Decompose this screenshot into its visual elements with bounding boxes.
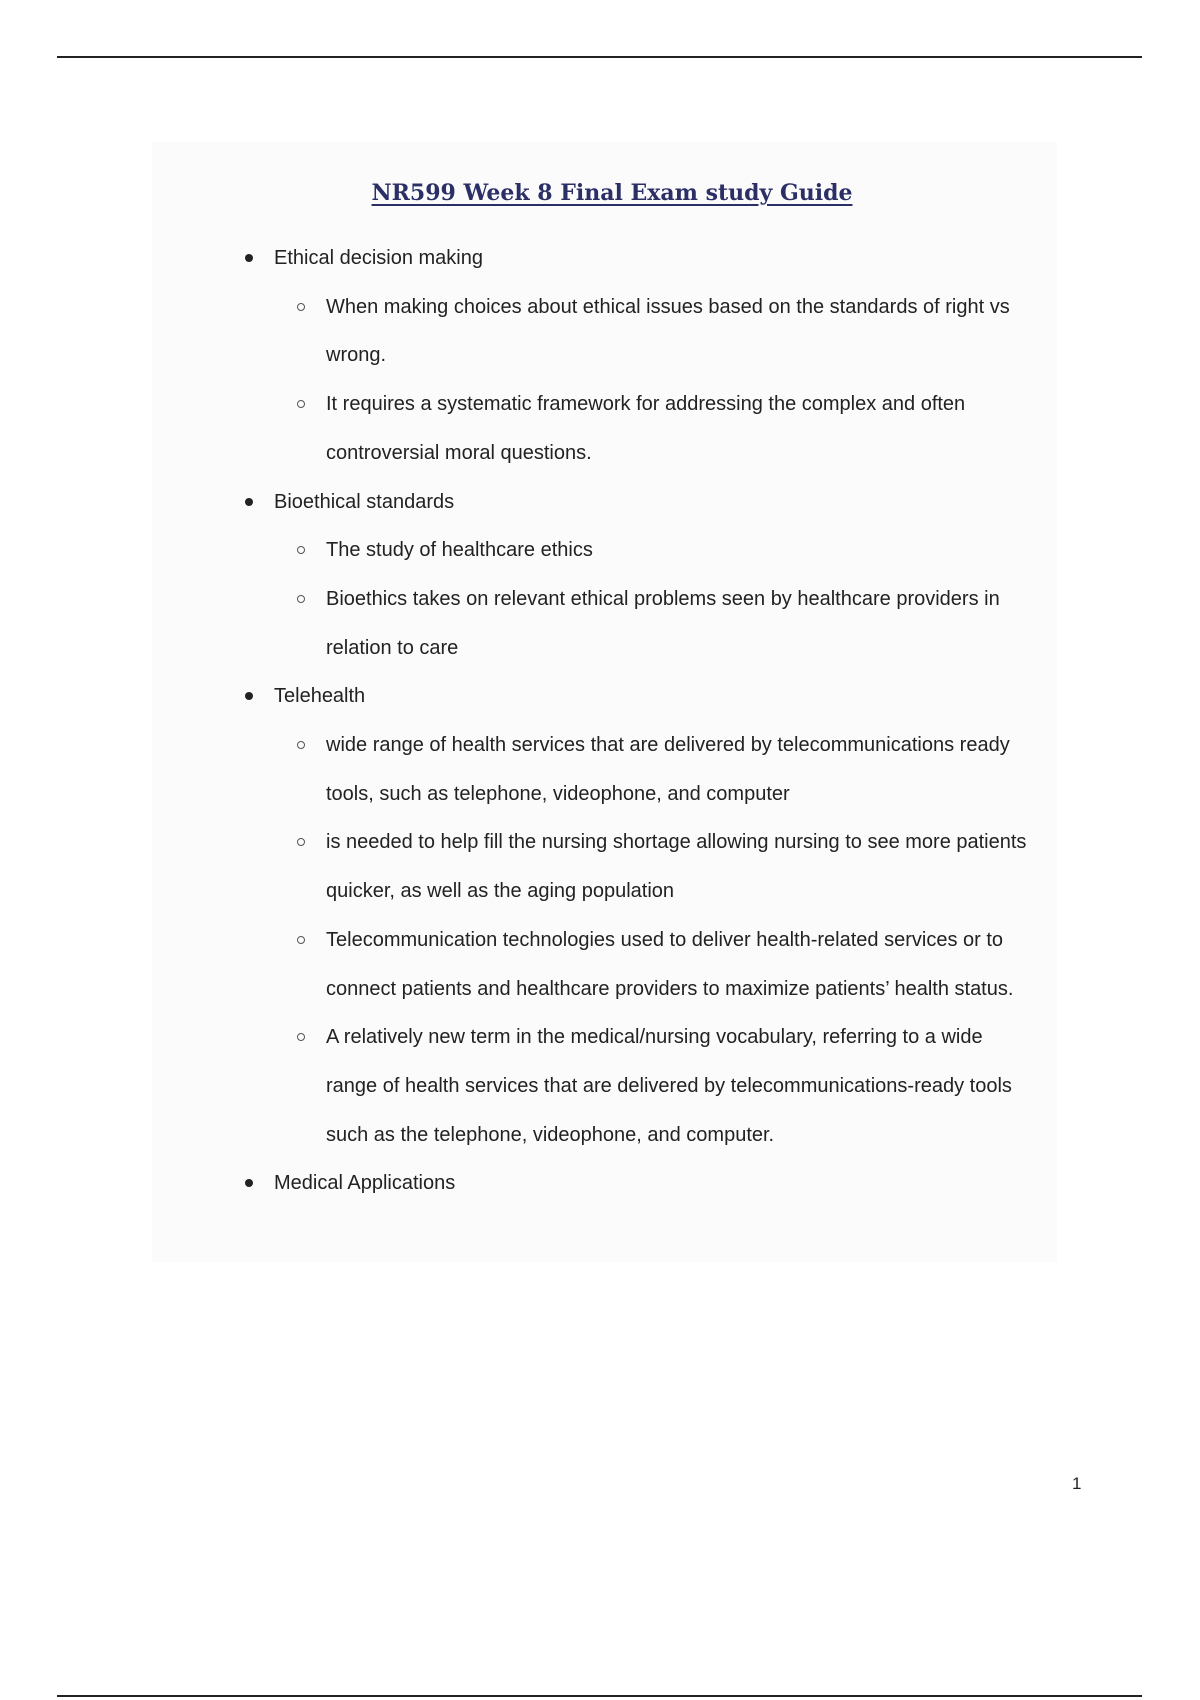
sub-item-text: It requires a systematic framework for addressing the complex and often controversial moral questions. xyxy=(326,393,966,464)
sub-item xyxy=(274,526,1030,575)
outline-heading: Telehealth xyxy=(274,685,366,708)
sub-item xyxy=(274,721,1030,818)
outline-heading: Bioethical standards xyxy=(274,490,455,513)
circle-bullet-icon xyxy=(297,546,305,554)
page-number: 1 xyxy=(1072,1474,1082,1493)
circle-bullet-icon xyxy=(297,741,305,749)
sub-item-text: is needed to help fill the nursing shortage allowing nursing to see more patients quicker, as well as the aging population xyxy=(326,831,1027,903)
sub-item-text: Telecommunication technologies used to deliver health-related services or to connect patients and healthcare providers to maximize patients’ health status. xyxy=(326,928,1014,1000)
outline-item xyxy=(240,672,1030,1159)
bullet-icon xyxy=(245,498,253,506)
circle-bullet-icon xyxy=(297,303,305,311)
sub-list xyxy=(274,721,1030,1159)
sub-item-text: When making choices about ethical issues based on the standards of right vs wrong. xyxy=(326,295,1010,367)
circle-bullet-icon xyxy=(297,400,305,408)
bottom-divider xyxy=(57,1695,1142,1697)
sub-item xyxy=(274,1013,1030,1159)
outline-item xyxy=(240,478,1030,673)
circle-bullet-icon xyxy=(297,1033,305,1041)
outline-item xyxy=(240,1159,1030,1208)
outline-heading: Medical Applications xyxy=(274,1172,456,1195)
sub-item-text: wide range of health services that are delivered by telecommunications ready tools, such as telephone, videophone, and computer xyxy=(326,734,1010,805)
circle-bullet-icon xyxy=(297,595,305,603)
sub-item-text: A relatively new term in the medical/nursing vocabulary, referring to a wide range of health services that are delivered by telecommunications-ready tools such as the telephone, videophone, and computer. xyxy=(326,1026,1012,1146)
sub-item xyxy=(274,818,1030,915)
top-divider xyxy=(57,56,1142,58)
document-title: NR599 Week 8 Final Exam study Guide xyxy=(371,180,853,206)
outline-list xyxy=(240,234,1030,1208)
sub-list xyxy=(274,283,1030,478)
bullet-icon xyxy=(245,1179,253,1187)
bullet-icon xyxy=(245,692,253,700)
bullet-icon xyxy=(245,254,253,262)
circle-bullet-icon xyxy=(297,936,305,944)
sub-item xyxy=(274,916,1030,1013)
circle-bullet-icon xyxy=(297,838,305,846)
sub-item-text: The study of healthcare ethics xyxy=(326,539,593,562)
outline-item xyxy=(240,234,1030,478)
sub-list xyxy=(274,526,1030,672)
sub-item-text: Bioethics takes on relevant ethical problems seen by healthcare providers in relation to care xyxy=(326,587,1000,659)
outline-heading: Ethical decision making xyxy=(274,247,483,269)
sub-item xyxy=(274,283,1030,380)
sub-item xyxy=(274,575,1030,672)
sub-item xyxy=(274,380,1030,477)
outline-content xyxy=(240,234,1030,1208)
